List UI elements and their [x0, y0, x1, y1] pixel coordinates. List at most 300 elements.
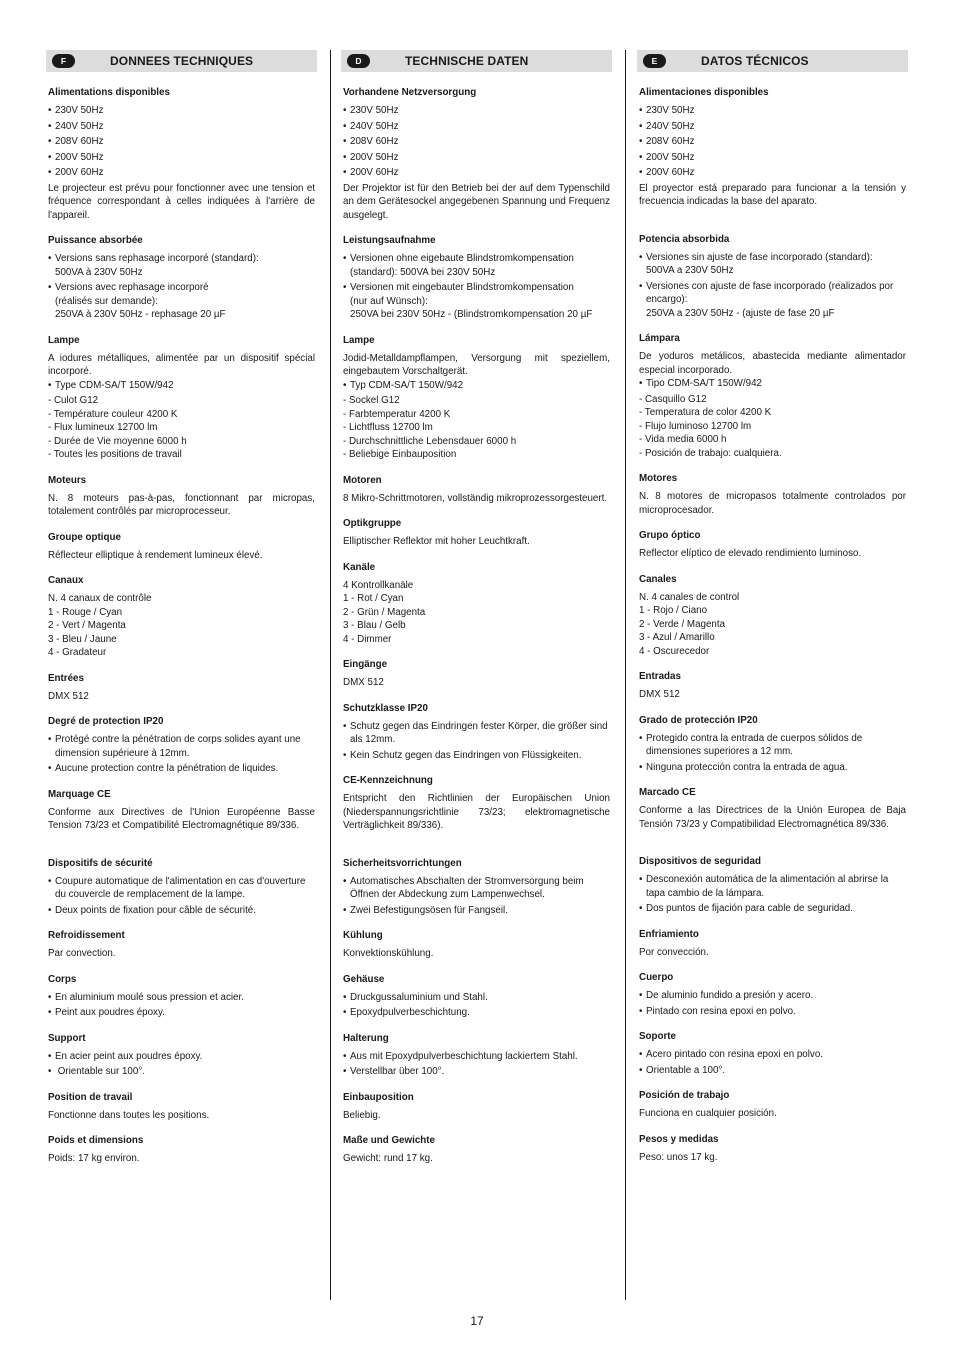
spec-section-title: CE-Kennzeichnung [343, 775, 433, 786]
bullet-item [48, 135, 315, 149]
paragraph: Der Projektor ist für den Betrieb bei der auf dem Typenschild an dem Gerätesockel angegebenen Spannung und Frequenz ausgelegt. [343, 182, 610, 221]
bullet-item [639, 166, 906, 180]
bullet-text: Epoxydpulverbeschichtung. [350, 1007, 470, 1018]
spec-section-title: Alimentations disponibles [48, 87, 170, 98]
bullet-text: Type CDM-SA/T 150W/942 [55, 379, 174, 391]
spec-section-title: Entradas [639, 671, 681, 682]
language-badge: E [643, 54, 666, 68]
bullet-subline: (nur auf Wünsch): [350, 295, 428, 307]
paragraph: Elliptischer Reflektor mit hoher Leuchtkraft. [343, 536, 530, 547]
text-line: Poids: 17 kg environ. [48, 1153, 140, 1164]
language-badge: D [347, 54, 370, 68]
bullet-item [48, 991, 315, 1005]
bullet-subline: 500VA a 230V 50Hz [646, 265, 734, 276]
spacer [48, 833, 315, 845]
spec-section-title: Dispositifs de sécurité [48, 857, 153, 869]
spec-section [639, 472, 906, 517]
bullet-text: Protégé contre la pénétration de corps solides ayant une dimension supérieure à 12mm. [55, 734, 301, 759]
bullet-dot-icon: • [343, 379, 347, 391]
bullet-text: 208V 60Hz [350, 136, 399, 147]
bullet-item [48, 733, 315, 760]
bullet-text: Versionen mit eingebauter Blindstromkompensation [350, 282, 574, 293]
spec-section [343, 1032, 610, 1079]
spec-section [343, 561, 610, 647]
spec-section-title: Sicherheitsvorrichtungen [343, 857, 462, 869]
bullet-text: 240V 50Hz [350, 120, 399, 132]
text-line: - Posición de trabajo: cualquiera. [639, 447, 782, 459]
bullet-dot-icon: • [48, 875, 52, 887]
bullet-dot-icon: • [343, 720, 347, 732]
bullet-item [639, 902, 906, 916]
spec-section [48, 531, 315, 563]
text-line: - Farbtemperatur 4200 K [343, 408, 451, 420]
spec-section [48, 1032, 315, 1079]
spec-section [48, 788, 315, 845]
text-line: Funciona en cualquier posición. [639, 1108, 777, 1119]
spec-section [48, 86, 315, 222]
spec-section [639, 573, 906, 659]
bullet-text: Typ CDM-SA/T 150W/942 [350, 379, 464, 391]
spec-section [48, 715, 315, 776]
column-divider [625, 50, 626, 1300]
text-line: - Culot G12 [48, 395, 99, 406]
text-line: - Casquillo G12 [639, 393, 707, 405]
text-line: - Temperatura de color 4200 K [639, 407, 772, 418]
spec-section [343, 929, 610, 961]
bullet-text: Acero pintado con resina epoxi en polvo. [646, 1049, 824, 1060]
text-line: Beliebig. [343, 1109, 381, 1121]
column-title: DONNEES TECHNIQUES [110, 54, 254, 68]
bullet-item [48, 252, 315, 279]
spec-section [343, 658, 610, 690]
spec-section-title: Marcado CE [639, 787, 696, 798]
spec-section-title: Eingänge [343, 659, 388, 670]
spec-section-title: Kanäle [343, 561, 376, 573]
bullet-text: Versions avec rephasage incorporé [55, 282, 209, 293]
bullet-item [639, 732, 906, 759]
bullet-item [343, 135, 610, 149]
bullet-text: Deux points de fixation pour câble de sécurité. [55, 904, 256, 916]
bullet-dot-icon: • [48, 136, 52, 147]
spec-section-title: Vorhandene Netzversorgung [343, 87, 477, 98]
spec-section [48, 334, 315, 462]
bullet-subline: (réalisés sur demande): [55, 295, 158, 307]
bullet-item [639, 280, 906, 321]
bullet-text: 240V 50Hz [646, 120, 695, 132]
text-line: 4 - Gradateur [48, 647, 107, 658]
spec-section [343, 234, 610, 322]
spec-section [343, 702, 610, 763]
spec-section-title: Marquage CE [48, 788, 111, 800]
bullet-text: 200V 50Hz [350, 151, 399, 163]
bullet-item [343, 1050, 610, 1064]
spec-section [639, 971, 906, 1018]
page-number: 17 [470, 1314, 484, 1328]
bullet-text: Versions sans rephasage incorporé (standard): [55, 253, 259, 264]
bullet-dot-icon: • [639, 1005, 643, 1017]
spec-section-title: Posición de trabajo [639, 1090, 730, 1101]
text-line: DMX 512 [343, 677, 384, 688]
spacer [639, 209, 906, 221]
bullet-dot-icon: • [639, 903, 643, 914]
bullet-item [639, 251, 906, 278]
bullet-item [48, 151, 315, 165]
column-german [341, 50, 612, 1178]
spec-section-title: Support [48, 1032, 86, 1044]
paragraph: Le projecteur est prévu pour fonctionner avec une tension et fréquence correspondant à celles indiquées à l'arrière de l'appareil. [48, 182, 315, 221]
bullet-text: Kein Schutz gegen das Eindringen von Flüssigkeiten. [350, 749, 582, 761]
column-title: DATOS TÉCNICOS [701, 54, 809, 68]
bullet-dot-icon: • [343, 120, 347, 132]
bullet-item [48, 281, 315, 322]
bullet-dot-icon: • [639, 136, 643, 147]
bullet-dot-icon: • [639, 1064, 643, 1076]
text-line: 2 - Vert / Magenta [48, 620, 126, 631]
spec-section [48, 574, 315, 660]
bullet-dot-icon: • [343, 749, 347, 761]
bullet-text: 200V 50Hz [55, 151, 104, 163]
text-line: Konvektionskühlung. [343, 948, 434, 959]
text-line: Fonctionne dans toutes les positions. [48, 1109, 210, 1121]
spec-section [48, 1134, 315, 1166]
bullet-dot-icon: • [343, 904, 347, 916]
text-line: Gewicht: rund 17 kg. [343, 1153, 433, 1164]
bullet-dot-icon: • [48, 1050, 52, 1062]
bullet-dot-icon: • [48, 991, 52, 1003]
bullet-item [639, 151, 906, 165]
bullet-dot-icon: • [639, 251, 643, 263]
spec-section [639, 786, 906, 843]
bullet-dot-icon: • [48, 1007, 52, 1018]
spec-section [343, 774, 610, 845]
bullet-dot-icon: • [48, 763, 52, 774]
text-line: - Flux lumineux 12700 lm [48, 422, 158, 433]
bullet-subline: 250VA a 230V 50Hz - (ajuste de fase 20 µF [646, 307, 835, 319]
bullet-dot-icon: • [639, 280, 643, 292]
bullet-dot-icon: • [48, 105, 52, 116]
spec-section [343, 857, 610, 918]
bullet-dot-icon: • [343, 136, 347, 147]
bullet-dot-icon: • [639, 990, 643, 1001]
section-header-bar [637, 50, 908, 72]
spec-section-title: Dispositivos de seguridad [639, 856, 761, 867]
bullet-item [343, 281, 610, 322]
spec-section [48, 672, 315, 704]
bullet-item [48, 1065, 315, 1079]
text-line: 1 - Rojo / Ciano [639, 605, 708, 616]
bullet-text: En acier peint aux poudres époxy. [55, 1050, 203, 1062]
spec-section [639, 332, 906, 460]
bullet-text: Schutz gegen das Eindringen fester Körper, die größer sind als 12mm. [350, 720, 608, 745]
spec-section [48, 973, 315, 1020]
spec-section-title: Poids et dimensions [48, 1135, 144, 1146]
spec-section-title: Motoren [343, 474, 382, 486]
bullet-item [639, 873, 906, 900]
bullet-dot-icon: • [639, 378, 643, 389]
spec-section-title: Maße und Gewichte [343, 1135, 435, 1146]
bullet-item [343, 104, 610, 118]
paragraph: El proyector está preparado para funcionar a la tensión y frecuencia indicadas la base del aparato. [639, 182, 906, 207]
bullet-dot-icon: • [639, 167, 643, 178]
bullet-text: 240V 50Hz [55, 120, 104, 132]
spec-section-title: Optikgruppe [343, 518, 402, 529]
spec-section-title: Position de travail [48, 1091, 133, 1103]
bullet-dot-icon: • [343, 167, 347, 178]
bullet-text: 200V 60Hz [55, 167, 104, 178]
bullet-dot-icon: • [48, 120, 52, 132]
paragraph: Conforme a las Directrices de la Unión Europea de Baja Tensión 73/23 y Compatibilidad Electromagnética 89/336. [639, 805, 906, 830]
bullet-text: 200V 50Hz [646, 151, 695, 163]
bullet-text: 230V 50Hz [646, 105, 695, 116]
spacer [639, 831, 906, 843]
bullet-item [343, 720, 610, 747]
text-line: - Sockel G12 [343, 395, 400, 406]
spec-section [639, 86, 906, 221]
text-line: Peso: unos 17 kg. [639, 1151, 718, 1163]
text-line: - Température couleur 4200 K [48, 408, 178, 420]
bullet-text: Orientable a 100°. [646, 1064, 726, 1076]
paragraph: A iodures métalliques, alimentée par un dispositif spécial incorporé. [48, 352, 315, 377]
bullet-dot-icon: • [48, 151, 52, 163]
bullet-subline: 250VA bei 230V 50Hz - (Blindstromkompensation 20 µF [350, 309, 593, 320]
bullet-subline: (standard): 500VA bei 230V 50Hz [350, 266, 496, 278]
bullet-dot-icon: • [48, 379, 52, 391]
spec-section-title: Motores [639, 473, 678, 484]
bullet-text: 200V 60Hz [350, 167, 399, 178]
bullet-dot-icon: • [639, 151, 643, 163]
paragraph: De yoduros metálicos, abastecida mediante alimentador especial incorporado. [639, 351, 906, 376]
bullet-item [48, 120, 315, 134]
spec-section [48, 929, 315, 961]
bullet-dot-icon: • [343, 1066, 347, 1077]
bullet-subline: 250VA à 230V 50Hz - rephasage 20 µF [55, 309, 226, 320]
paragraph: 8 Mikro-Schrittmotoren, vollständig mikroprozessorgesteuert. [343, 492, 608, 504]
text-line: 2 - Verde / Magenta [639, 618, 726, 630]
bullet-text: Verstellbar über 100°. [350, 1066, 445, 1077]
spec-section [343, 86, 610, 222]
bullet-subline: 500VA à 230V 50Hz [55, 266, 143, 278]
spec-section-title: Lampe [343, 334, 375, 346]
bullet-item [48, 379, 315, 393]
bullet-dot-icon: • [48, 1066, 52, 1077]
bullet-item [639, 120, 906, 134]
spec-section-title: Einbauposition [343, 1091, 414, 1103]
spec-section [48, 474, 315, 519]
spec-section-title: Groupe optique [48, 531, 121, 543]
bullet-item [639, 1005, 906, 1019]
spec-section-title: Corps [48, 973, 77, 985]
spec-section [48, 857, 315, 918]
spec-section [639, 233, 906, 321]
text-line: N. 4 canales de control [639, 591, 740, 603]
bullet-text: 230V 50Hz [350, 105, 399, 116]
bullet-text: Tipo CDM-SA/T 150W/942 [646, 378, 762, 389]
spec-section [343, 517, 610, 549]
text-line: N. 4 canaux de contrôle [48, 593, 152, 604]
spec-section-title: Canales [639, 573, 677, 585]
bullet-dot-icon: • [343, 282, 347, 293]
text-line: 1 - Rouge / Cyan [48, 606, 123, 618]
spec-section-title: Entrées [48, 672, 84, 684]
bullet-item [343, 151, 610, 165]
text-line: 3 - Azul / Amarillo [639, 632, 715, 643]
spec-section-title: Lámpara [639, 333, 680, 344]
bullet-dot-icon: • [343, 151, 347, 163]
bullet-item [343, 166, 610, 180]
spec-section [639, 1089, 906, 1121]
spec-section [343, 1091, 610, 1123]
bullet-text: Druckgussaluminium und Stahl. [350, 991, 488, 1003]
bullet-text: Aucune protection contre la pénétration de liquides. [55, 763, 279, 774]
bullet-item [343, 991, 610, 1005]
bullet-item [343, 875, 610, 902]
spec-section [343, 474, 610, 506]
bullet-dot-icon: • [639, 105, 643, 116]
bullet-dot-icon: • [639, 874, 643, 885]
bullet-item [48, 1006, 315, 1020]
spec-section-title: Puissance absorbée [48, 235, 143, 246]
spec-section-title: Degré de protection IP20 [48, 716, 164, 727]
spec-section [639, 670, 906, 702]
text-line: - Lichtfluss 12700 lm [343, 422, 433, 433]
spec-section-title: Alimentaciones disponibles [639, 87, 769, 98]
text-line: 3 - Blau / Gelb [343, 620, 406, 631]
bullet-text: De aluminio fundido a presión y acero. [646, 990, 814, 1001]
spec-section-title: Cuerpo [639, 972, 674, 983]
spec-section [48, 234, 315, 322]
spec-section-title: Canaux [48, 575, 84, 586]
bullet-item [343, 1006, 610, 1020]
bullet-item [639, 104, 906, 118]
bullet-item [48, 904, 315, 918]
spec-section-title: Potencia absorbida [639, 233, 730, 245]
bullet-text: 200V 60Hz [646, 167, 695, 178]
text-line: 4 - Dimmer [343, 633, 392, 645]
spec-section-title: Gehäuse [343, 973, 385, 985]
bullet-item [639, 1048, 906, 1062]
spec-section-title: Halterung [343, 1032, 389, 1044]
bullet-text: Versiones con ajuste de fase incorporado (realizados por encargo): [646, 280, 894, 305]
bullet-item [639, 377, 906, 391]
paragraph: Conforme aux Directives de l'Union Européenne Basse Tension 73/23 et Compatibilité Electromagnétique 89/336. [48, 806, 315, 831]
bullet-dot-icon: • [48, 734, 52, 745]
spec-section-title: Grado de protección IP20 [639, 714, 758, 726]
bullet-dot-icon: • [639, 761, 643, 773]
bullet-dot-icon: • [343, 875, 347, 887]
bullet-item [343, 1065, 610, 1079]
bullet-text: Orientable sur 100°. [55, 1066, 145, 1077]
text-line: 2 - Grün / Magenta [343, 606, 426, 618]
bullet-text: Peint aux poudres époxy. [55, 1007, 165, 1018]
bullet-item [48, 104, 315, 118]
language-badge: F [52, 54, 75, 68]
paragraph: Entspricht den Richtlinien der Europäischen Union (Niederspannungsrichtlinie 73/23; elektromagnetische Verträglichkeit 89/336). [343, 793, 610, 831]
bullet-dot-icon: • [639, 120, 643, 132]
text-line: - Vida media 6000 h [639, 434, 727, 445]
spec-section [343, 334, 610, 462]
text-line: - Flujo luminoso 12700 lm [639, 420, 752, 432]
paragraph: Jodid-Metalldampflampen, Versorgung mit speziellem, eingebautem Vorschaltgerät. [343, 352, 610, 377]
bullet-text: Desconexión automática de la alimentación al abrirse la tapa cambio de la lámpara. [646, 874, 889, 899]
spec-section-title: Kühlung [343, 930, 383, 941]
spec-section-title: Enfriamiento [639, 928, 699, 940]
bullet-dot-icon: • [48, 904, 52, 916]
bullet-dot-icon: • [343, 1007, 347, 1018]
column-french [46, 50, 317, 1178]
bullet-item [343, 252, 610, 279]
bullet-item [639, 1064, 906, 1078]
bullet-text: En aluminium moulé sous pression et acier. [55, 991, 244, 1003]
text-line: 3 - Bleu / Jaune [48, 633, 117, 645]
bullet-item [48, 762, 315, 776]
bullet-text: 230V 50Hz [55, 105, 104, 116]
spec-section-title: Refroidissement [48, 930, 125, 941]
bullet-text: Ninguna protección contra la entrada de agua. [646, 761, 848, 773]
bullet-dot-icon: • [343, 253, 347, 264]
bullet-text: Versiones sin ajuste de fase incorporado (standard): [646, 251, 873, 263]
spec-section [639, 928, 906, 960]
text-line: DMX 512 [639, 689, 680, 700]
bullet-item [48, 1050, 315, 1064]
bullet-text: Versionen ohne eigebaute Blindstromkompensation [350, 253, 574, 264]
bullet-text: Zwei Befestigungsösen für Fangseil. [350, 904, 508, 916]
bullet-dot-icon: • [48, 253, 52, 264]
text-line: Por convección. [639, 946, 709, 958]
text-line: - Durée de Vie moyenne 6000 h [48, 435, 187, 447]
bullet-item [639, 989, 906, 1003]
column-divider [330, 50, 331, 1300]
spec-section [639, 1133, 906, 1165]
bullet-text: Coupure automatique de l'alimentation en cas d'ouverture du couvercle de remplacement de la lampe. [55, 875, 306, 900]
column-spanish [637, 50, 908, 1176]
text-line: 4 Kontrollkanäle [343, 579, 414, 591]
bullet-dot-icon: • [343, 1050, 347, 1062]
column-title: TECHNISCHE DATEN [405, 54, 529, 68]
text-line: - Durchschnittliche Lebensdauer 6000 h [343, 435, 517, 447]
text-line: - Beliebige Einbauposition [343, 449, 457, 460]
bullet-dot-icon: • [639, 1049, 643, 1060]
spec-section-title: Schutzklasse IP20 [343, 702, 428, 714]
bullet-dot-icon: • [343, 991, 347, 1003]
spec-section-title: Pesos y medidas [639, 1133, 719, 1145]
bullet-dot-icon: • [639, 732, 643, 744]
paragraph: Reflector elíptico de elevado rendimiento luminoso. [639, 548, 862, 559]
spec-section [639, 714, 906, 775]
spec-section [639, 1030, 906, 1077]
spec-section-title: Grupo óptico [639, 530, 701, 541]
bullet-item [48, 166, 315, 180]
bullet-text: Aus mit Epoxydpulverbeschichtung lackiertem Stahl. [350, 1050, 578, 1062]
bullet-dot-icon: • [48, 282, 52, 293]
paragraph: Réflecteur elliptique à rendement lumineux élevé. [48, 549, 263, 561]
bullet-item [639, 135, 906, 149]
spec-section [343, 973, 610, 1020]
paragraph: N. 8 moteurs pas-à-pas, fonctionnant par micropas, totalement contrôlés par microprocesseur. [48, 492, 315, 517]
text-line: 4 - Oscurecedor [639, 645, 710, 657]
spec-section-title: Moteurs [48, 474, 87, 486]
bullet-text: Pintado con resina epoxi en polvo. [646, 1005, 796, 1017]
text-line: DMX 512 [48, 690, 89, 702]
section-header-bar [46, 50, 317, 72]
spec-section [639, 529, 906, 561]
spacer [343, 833, 610, 845]
text-line: 1 - Rot / Cyan [343, 593, 404, 604]
paragraph: N. 8 motores de micropasos totalmente controlados por microprocesador. [639, 491, 906, 516]
spec-section [639, 855, 906, 916]
bullet-item [639, 761, 906, 775]
spec-section-title: Leistungsaufnahme [343, 235, 436, 246]
bullet-text: Dos puntos de fijación para cable de seguridad. [646, 903, 853, 914]
